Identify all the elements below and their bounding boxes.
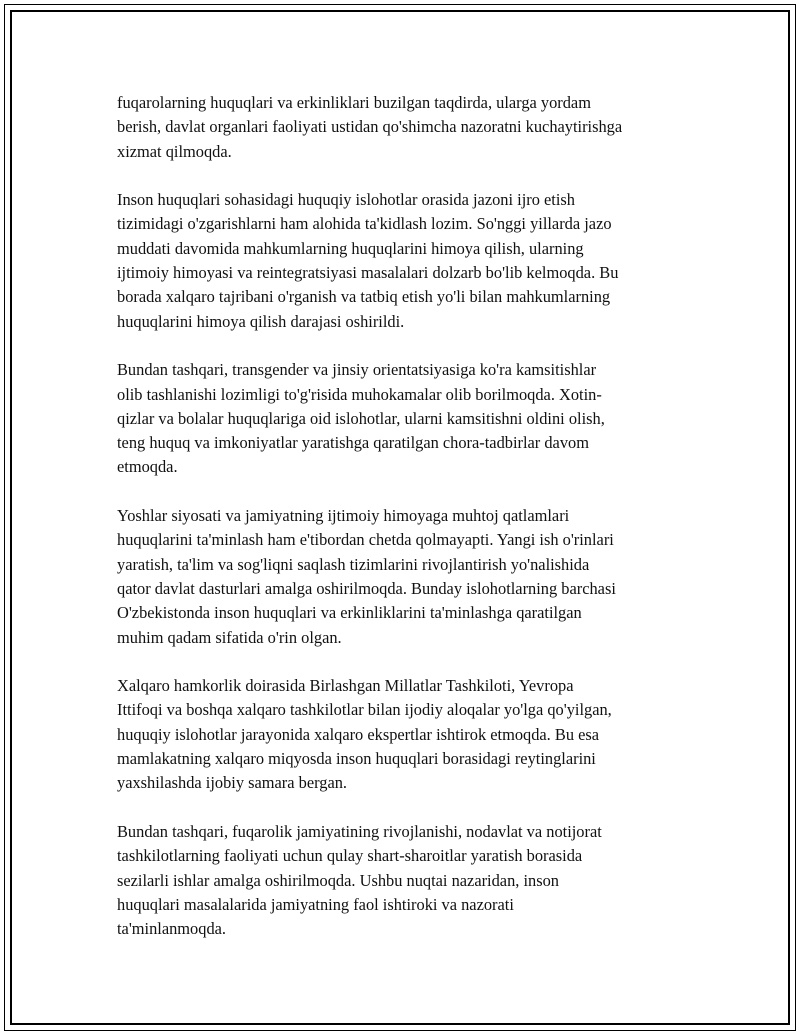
- paragraph-3: Bundan tashqari, transgender va jinsiy orientatsiyasiga ko'ra kamsitishlar olib tashlanishi lozimligi to'g'risida muhokamalar olib borilmoqda. Xotin- qizlar va bolalar huquqlariga oid islohotlar, ularni kamsitishni oldini olish, teng huquq va imkoniyatlar yaratishga qaratilgan chora-tadbirlar davom etmoqda.: [117, 360, 605, 477]
- paragraph-2: Inson huquqlari sohasidagi huquqiy islohotlar orasida jazoni ijro etish tizimidagi o'zgarishlarni ham alohida ta'kidlash lozim. So'nggi yillarda jazo muddati davomida mahkumlarning huquqlarini himoya qilish, ularning ijtimoiy himoyasi va reintegratsiyasi masalalari dolzarb bo'lib kelmoqda. Bu borada xalqaro tajribani o'rganish va tatbiq etish yo'li bilan mahkumlarning huquqlarini himoya qilish darajasi oshirildi.: [117, 190, 619, 331]
- document-body: [117, 91, 692, 966]
- paragraph-5: Xalqaro hamkorlik doirasida Birlashgan Millatlar Tashkiloti, Yevropa Ittifoqi va boshqa xalqaro tashkilotlar bilan ijodiy aloqalar yo'lga qo'yilgan, huquqiy islohotlar jarayonida xalqaro ekspertlar ishtirok etmoqda. Bu esa mamlakatning xalqaro miqyosda inson huquqlari borasidagi reytinglarini yaxshilashda ijobiy samara bergan.: [117, 676, 612, 793]
- paragraph-4: Yoshlar siyosati va jamiyatning ijtimoiy himoyaga muhtoj qatlamlari huquqlarini ta'minlash ham e'tibordan chetda qolmayapti. Yangi ish o'rinlari yaratish, ta'lim va sog'liqni saqlash tizimlarini rivojlantirish yo'nalishida qator davlat dasturlari amalga oshirilmoqda. Bunday islohotlarning barchasi O'zbekistonda inson huquqlari va erkinliklarini ta'minlashga qaratilgan muhim qadam sifatida o'rin olgan.: [117, 506, 616, 647]
- paragraph-1: fuqarolarning huquqlari va erkinliklari buzilgan taqdirda, ularga yordam berish, davlat organlari faoliyati ustidan qo'shimcha nazoratni kuchaytirishga xizmat qilmoqda.: [117, 93, 623, 161]
- paragraph-6: Bundan tashqari, fuqarolik jamiyatining rivojlanishi, nodavlat va notijorat tashkilotlarning faoliyati uchun qulay shart-sharoitlar yaratish borasida sezilarli ishlar amalga oshirilmoqda. Ushbu nuqtai nazaridan, inson huquqlari masalalarida jamiyatning faol ishtiroki va nazorati ta'minlanmoqda.: [117, 821, 602, 939]
